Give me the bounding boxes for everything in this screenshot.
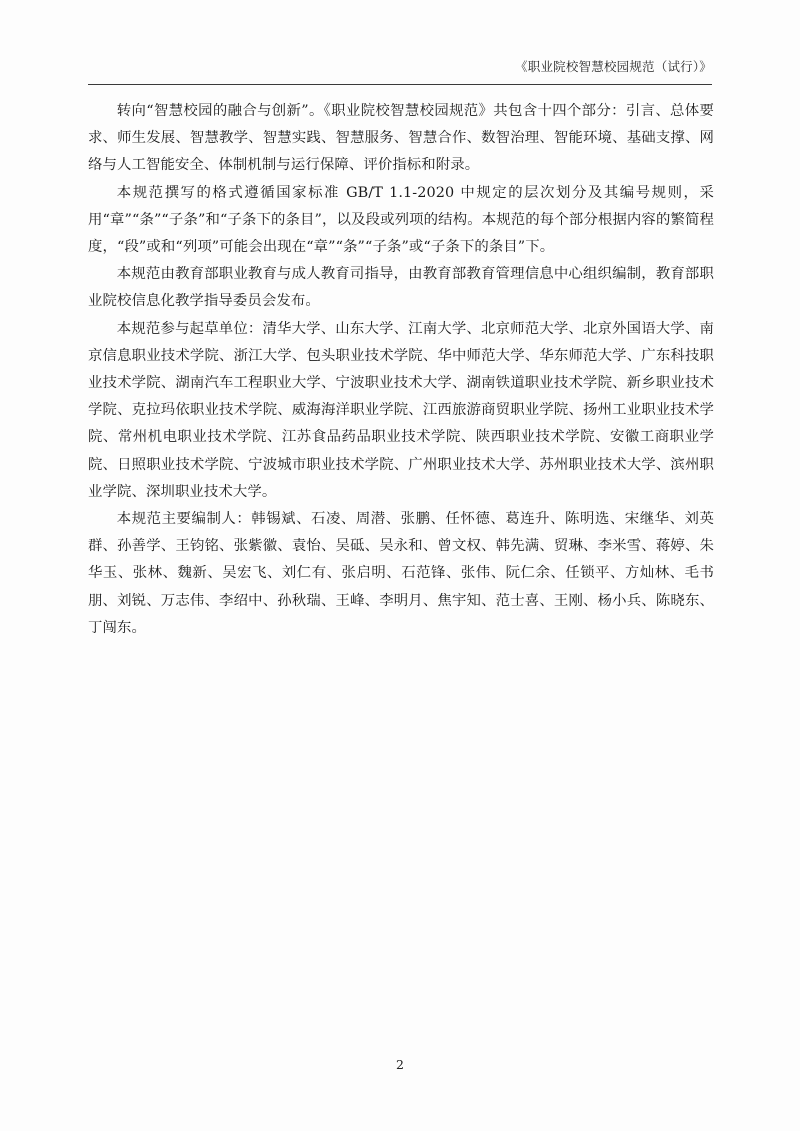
document-body	[88, 98, 714, 642]
paragraph-3: 本规范由教育部职业教育与成人教育司指导，由教育部教育管理信息中心组织编制，教育部职业院校信息化教学指导委员会发布。	[88, 266, 714, 310]
header-divider	[88, 84, 712, 85]
paragraph-2: 本规范撰写的格式遵循国家标准 GB/T 1.1-2020 中规定的层次划分及其编号规则，采用“章”“条”“子条”和“子条下的条目”，以及段或列项的结构。本规范的每个部分根据内容的繁简程度，“段”或和“列项”可能会出现在“章”“条”“子条”或“子条下的条目”下。	[88, 184, 714, 256]
paragraph-1: 转向“智慧校园的融合与创新”。《职业院校智慧校园规范》共包含十四个部分：引言、总体要求、师生发展、智慧教学、智慧实践、智慧服务、智慧合作、数智治理、智能环境、基础支撑、网络与人工智能安全、体制机制与运行保障、评价指标和附录。	[88, 103, 714, 174]
paragraph-4: 本规范参与起草单位：清华大学、山东大学、江南大学、北京师范大学、北京外国语大学、南京信息职业技术学院、浙江大学、包头职业技术学院、华中师范大学、华东师范大学、广东科技职业技术学院、湖南汽车工程职业大学、宁波职业技术大学、湖南铁道职业技术学院、新乡职业技术学院、克拉玛依职业技术学院、威海海洋职业学院、江西旅游商贸职业学院、扬州工业职业技术学院、常州机电职业技术学院、江苏食品药品职业技术学院、陕西职业技术学院、安徽工商职业学院、日照职业技术学院、宁波城市职业技术学院、广州职业技术大学、苏州职业技术大学、滨州职业学院、深圳职业技术大学。	[88, 320, 714, 500]
page-header-title: 《职业院校智慧校园规范（试行）》	[515, 59, 712, 74]
page-number: 2	[396, 1057, 404, 1072]
paragraph-5: 本规范主要编制人：韩锡斌、石凌、周潜、张鹏、任怀德、葛连升、陈明选、宋继华、刘英群、孙善学、王钧铭、张紫徽、袁怡、吴砥、吴永和、曾文权、韩先满、贸琳、李米雪、蒋婷、朱华玉、张林、魏新、吴宏飞、刘仁有、张启明、石范锋、张伟、阮仁余、任锁平、方灿林、毛书朋、刘锐、万志伟、李绍中、孙秋瑞、王峰、李明月、焦宇知、范士喜、王刚、杨小兵、陈晓东、丁闯东。	[88, 511, 714, 636]
